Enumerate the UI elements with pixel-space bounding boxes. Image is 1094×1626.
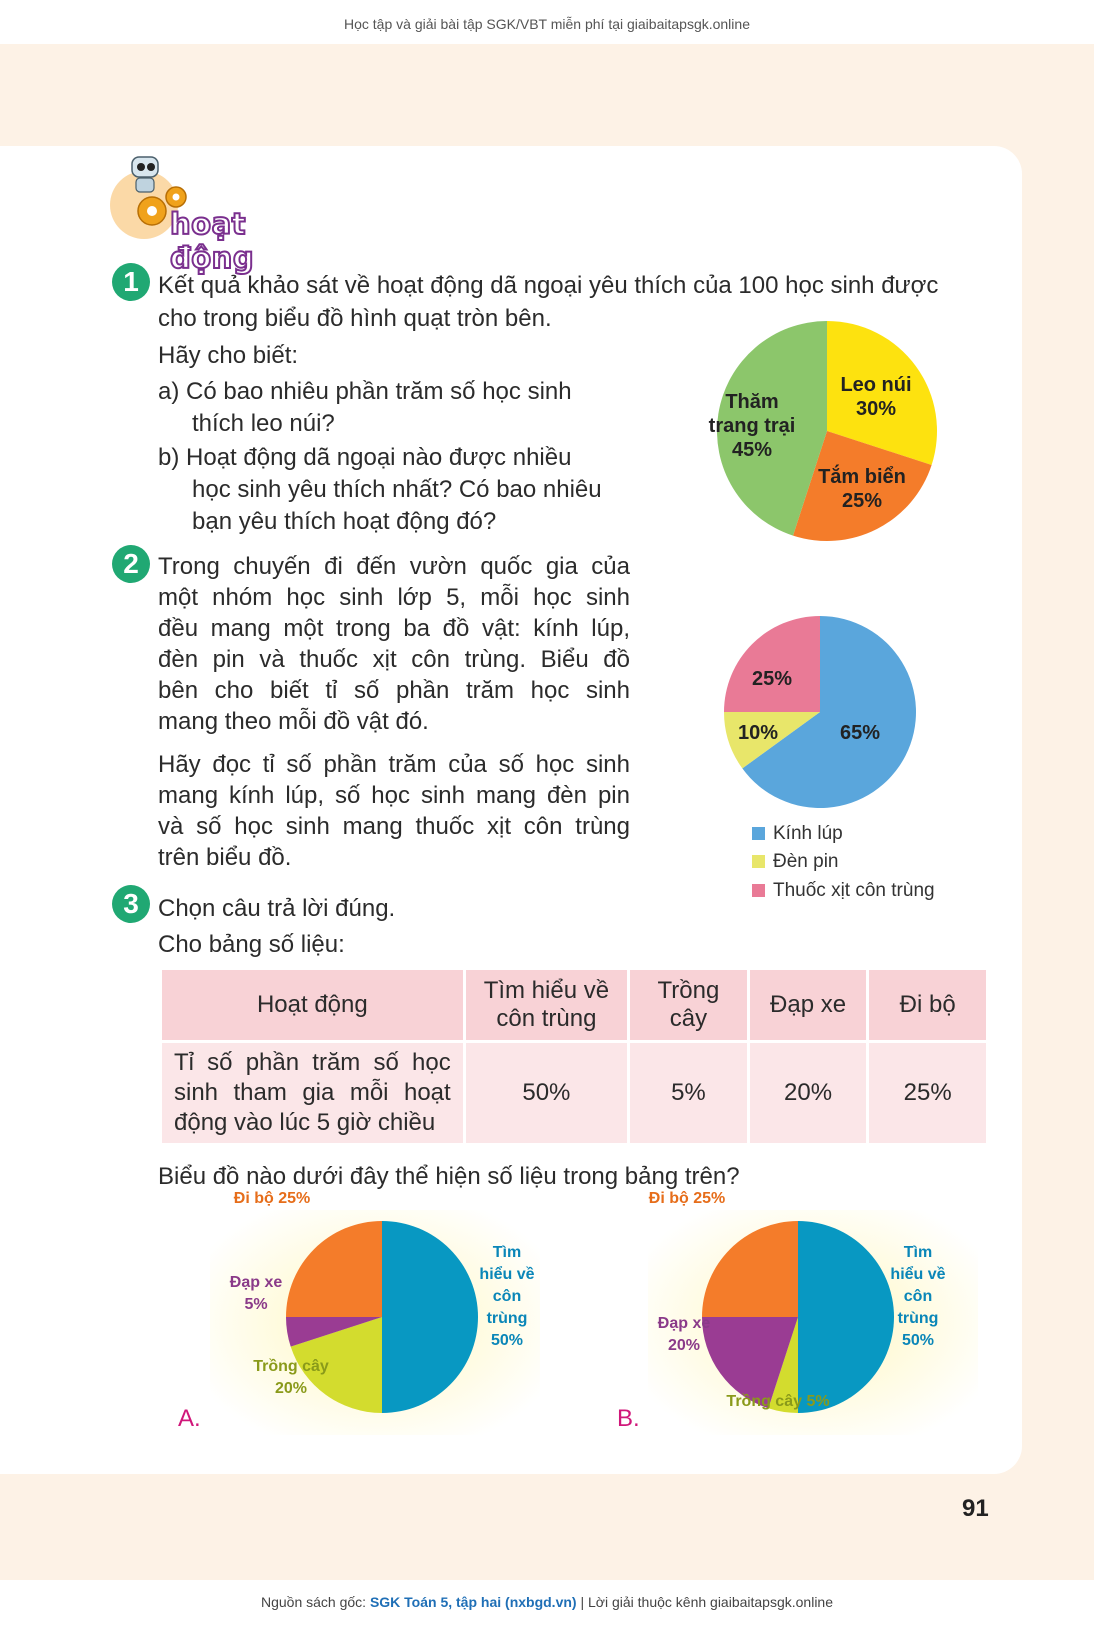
legend-label: Thuốc xịt côn trùng [773,880,935,901]
table-header-cell: Trồng cây [630,970,747,1040]
pie-slice-label: Đạp xe 20% [657,1315,711,1354]
table-row [162,1043,986,1143]
table-cell: 25% [869,1043,986,1143]
ex1-ask: Hãy cho biết: [158,342,299,369]
table-cell: 50% [466,1043,627,1143]
ex2-line-4: đèn pin và thuốc xịt côn trùng. Biểu đồ [158,646,630,673]
legend-item-den-pin [752,851,839,873]
exercise-2-badge: 2 [112,545,150,583]
ex2-q-line-4: trên biểu đồ. [158,844,292,871]
ex1-intro-line1: Kết quả khảo sát về hoạt động dã ngoại yêu thích của 100 học sinh được [158,272,939,299]
ex2-line-6: mang theo mỗi đồ vật đó. [158,708,429,735]
ex1-b-line2: học sinh yêu thích nhất? Có bao nhiêu [192,476,602,503]
ex1-a-line1: a) Có bao nhiêu phần trăm số học sinh [158,378,572,405]
pie-slice-label: Trồng cây 20% [253,1358,329,1397]
legend-swatch [752,884,765,897]
ex2-q-line-3: và số học sinh mang thuốc xịt côn trùng [158,813,630,840]
table-row-label: Tỉ số phần trăm số học sinh tham gia mỗi hoạt động vào lúc 5 giờ chiều [162,1043,463,1143]
table-header-cell: Hoạt động [162,970,463,1040]
ex2-q-line-1: Hãy đọc tỉ số phần trăm của số học sinh [158,751,630,778]
option-b-label[interactable]: B. [617,1405,640,1432]
data-table [159,967,989,1146]
pie-chart-option-a [210,1190,540,1435]
pie-slice-label: Thăm trang trại 45% [708,391,796,461]
pie-slice [724,616,820,712]
pie-slice-label: 10% [737,722,779,744]
pie-slice-label: 25% [751,668,793,690]
ex2-line-2: một nhóm học sinh lớp 5, mỗi học sinh [158,584,630,611]
section-title: hoạt động [170,207,255,275]
exercise-1-badge: 1 [112,263,150,301]
ex1-b-line3: bạn yêu thích hoạt động đó? [192,508,497,535]
ex2-line-5: bên cho biết tỉ số phần trăm học sinh [158,677,630,704]
pie-chart-items [710,608,930,818]
ex1-b-line1: b) Hoạt động dã ngoại nào được nhiều [158,444,572,471]
option-a-label[interactable]: A. [178,1405,201,1432]
ex3-question: Biểu đồ nào dưới đây thể hiện số liệu trong bảng trên? [158,1163,740,1190]
exercise-3-badge: 3 [112,885,150,923]
pie-slice-label: Tắm biển 25% [818,466,906,512]
pie-slice-label: Đạp xe 5% [229,1274,283,1313]
legend-label: Đèn pin [773,851,839,872]
pie-slice-label: Đi bộ 25% [648,1190,726,1207]
table-header-cell: Đạp xe [750,970,867,1040]
table-header-cell: Đi bộ [869,970,986,1040]
legend-swatch [752,855,765,868]
ex2-q-line-2: mang kính lúp, số học sinh mang đèn pin [158,782,630,809]
legend-swatch [752,827,765,840]
ex2-line-1: Trong chuyến đi đến vườn quốc gia của [158,553,630,580]
pie-chart-option-b [648,1190,978,1435]
footer-note: Nguồn sách gốc: SGK Toán 5, tập hai (nxbgd.vn) | Lời giải thuộc kênh giaibaitapsgk.online [260,1594,834,1610]
section-logo [110,155,340,275]
legend-label: Kính lúp [773,823,843,844]
pie-chart-activities [700,312,940,542]
page-number: 91 [962,1495,989,1522]
table-cell: 5% [630,1043,747,1143]
ex3-line1: Chọn câu trả lời đúng. [158,895,396,922]
pie-slice-label: Leo núi 30% [840,374,912,420]
legend-item-thuoc-xit [752,880,935,902]
ex2-line-3: đều mang một trong ba đồ vật: kính lúp, [158,615,630,642]
table-cell: 20% [750,1043,867,1143]
pie-slice-label: Tìm hiểu về côn trùng 50% [890,1244,946,1349]
table-header-row [162,970,986,1040]
pie-slice-label: Đi bộ 25% [233,1190,311,1207]
ex1-a-line2: thích leo núi? [192,410,335,437]
pie-slice-label: Tìm hiểu về côn trùng 50% [479,1244,535,1349]
table-header-cell: Tìm hiểu về côn trùng [466,970,627,1040]
ex3-line2: Cho bảng số liệu: [158,931,345,958]
pie-slice-label: Trồng cây 5% [726,1393,830,1410]
ex1-intro-line2: cho trong biểu đồ hình quạt tròn bên. [158,305,552,332]
pie-slice-label: 65% [839,722,881,744]
header-note: Học tập và giải bài tập SGK/VBT miễn phí tại giaibaitapsgk.online [344,16,750,32]
legend-item-kinh-lup [752,823,843,845]
